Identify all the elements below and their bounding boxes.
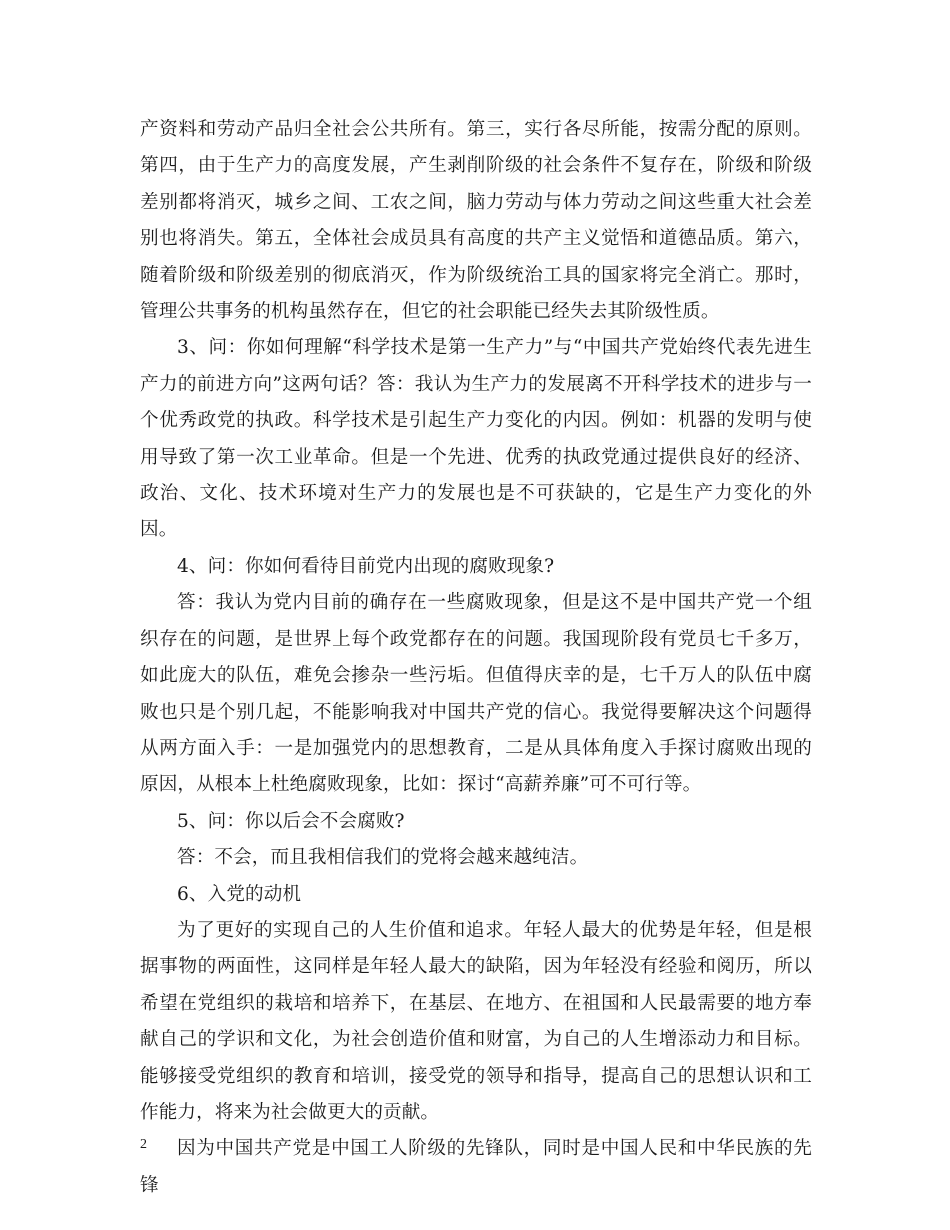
paragraph-question-4: 4、问：你如何看待目前党内出现的腐败现象? (177, 555, 555, 577)
paragraph-heading-6: 6、入党的动机 (177, 883, 302, 905)
paragraph-answer-4: 答：我认为党内目前的确存在一些腐败现象，但是这不是中国共产党一个组织存在的问题，是世界上每个政党都存在的问题。我国现阶段有党员七千多万，如此庞大的队伍，难免会掺杂一些污垢。但值得庆幸的是，七千万人的队伍中腐败也只是个别几起，不能影响我对中国共产党的信心。我觉得要解决这个问题得从两方面入手：一是加强党内的思想教育，二是从具体角度入手探讨腐败出现的原因，从根本上杜绝腐败现象，比如：探讨“高薪养廉”可不可行等。 (140, 592, 812, 796)
paragraph-question-5: 5、问：你以后会不会腐败? (177, 810, 405, 832)
paragraph-question-3: 3、问：你如何理解“科学技术是第一生产力”与“中国共产党始终代表先进生产力的前进方向”这两句话？答：我认为生产力的发展离不开科学技术的进步与一个优秀政党的执政。科学技术是引起生产力变化的内因。例如：机器的发明与使用导致了第一次工业革命。但是一个先进、优秀的执政党通过提供良好的经济、政治、文化、技术环境对生产力的发展也是不可获缺的，它是生产力变化的外因。 (140, 337, 812, 541)
paragraph-vanguard: 因为中国共产党是中国工人阶级的先锋队，同时是中国人民和中华民族的先锋 (140, 1138, 812, 1196)
document-body (140, 112, 812, 1204)
paragraph-motivation: 为了更好的实现自己的人生价值和追求。年轻人最大的优势是年轻，但是根据事物的两面性，这同样是年轻人最大的缺陷，因为年轻没有经验和阅历，所以希望在党组织的栽培和培养下，在基层、在地方、在祖国和人民最需要的地方奉献自己的学识和文化，为社会创造价值和财富，为自己的人生增添动力和目标。能够接受党组织的教育和培训，接受党的领导和指导，提高自己的思想认识和工作能力，将来为社会做更大的贡献。 (140, 919, 812, 1123)
page-number: 2 (140, 1137, 147, 1152)
paragraph-answer-5: 答：不会，而且我相信我们的党将会越来越纯洁。 (177, 847, 589, 869)
paragraph-1: 产资料和劳动产品归全社会公共所有。第三，实行各尽所能，按需分配的原则。第四，由于生产力的高度发展，产生剥削阶级的社会条件不复存在，阶级和阶级差别都将消灭，城乡之间、工农之间，脑力劳动与体力劳动之间这些重大社会差别也将消失。第五，全体社会成员具有高度的共产主义觉悟和道德品质。第六，随着阶级和阶级差别的彻底消灭，作为阶级统治工具的国家将完全消亡。那时，管理公共事务的机构虽然存在，但它的社会职能已经失去其阶级性质。 (140, 119, 812, 323)
